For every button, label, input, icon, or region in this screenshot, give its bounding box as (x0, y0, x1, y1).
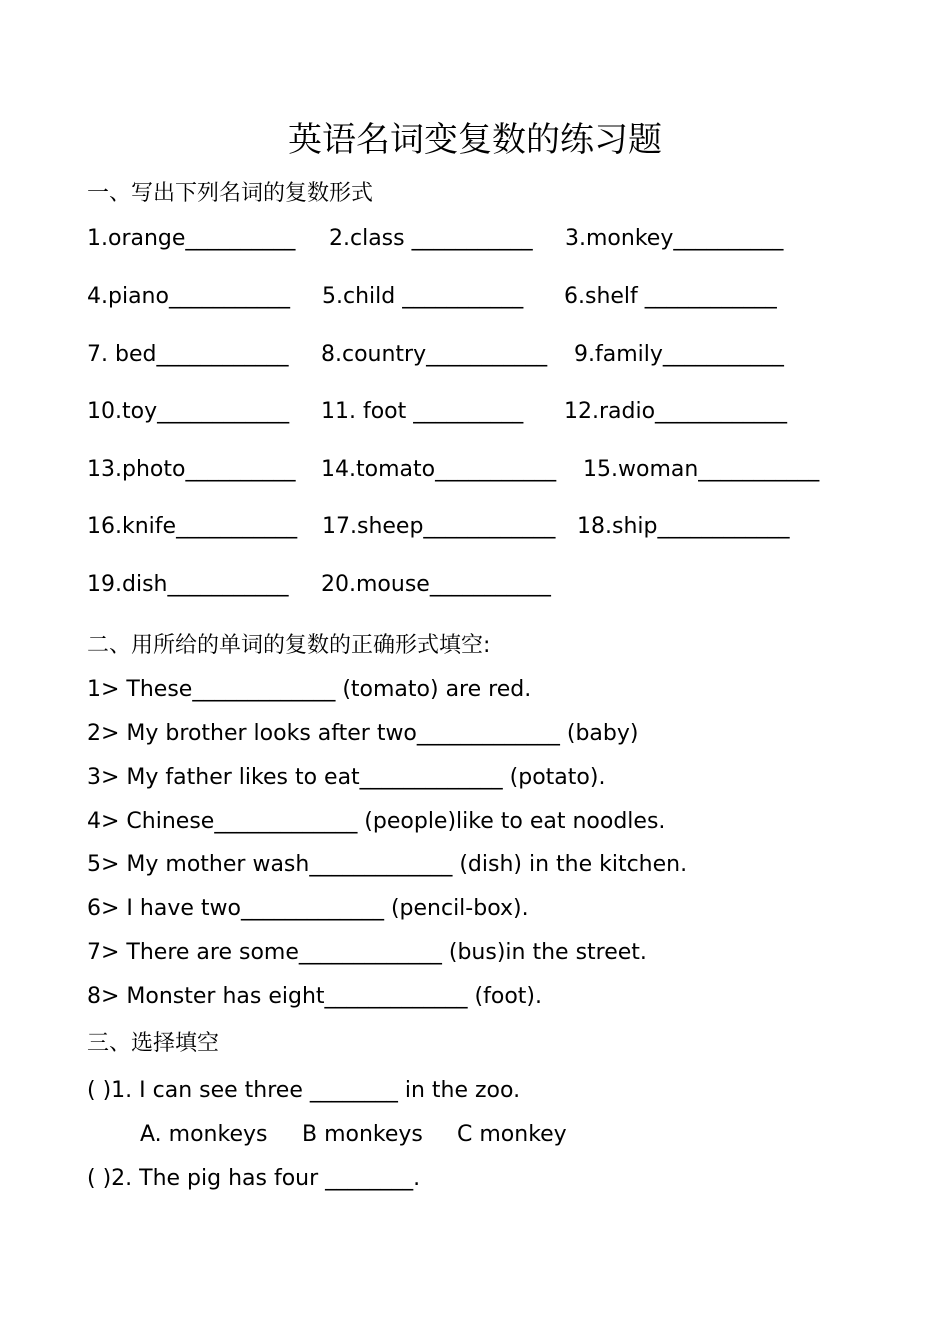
plural-item: 2.class ___________ (329, 226, 533, 251)
fill-sentence-2: 2> My brother looks after two_____________ (baby) (87, 721, 639, 746)
plural-item: 14.tomato___________ (321, 457, 557, 482)
section-3-heading: 三、选择填空 (87, 1031, 220, 1056)
option-c: C monkey (457, 1122, 567, 1147)
plural-item: 11. foot __________ (321, 399, 524, 424)
section-2-heading: 二、用所给的单词的复数的正确形式填空: (87, 633, 491, 658)
plural-item: 3.monkey__________ (565, 226, 784, 251)
plural-item: 18.ship____________ (577, 514, 790, 539)
plural-item: 20.mouse___________ (321, 572, 551, 597)
plural-item: 4.piano___________ (87, 284, 290, 309)
plural-item: 1.orange__________ (87, 226, 296, 251)
fill-sentence-4: 4> Chinese_____________ (people)like to eat noodles. (87, 809, 666, 834)
fill-sentence-8: 8> Monster has eight_____________ (foot). (87, 984, 542, 1009)
plural-item: 8.country___________ (321, 342, 548, 367)
plural-item: 16.knife___________ (87, 514, 298, 539)
option-a: A. monkeys (140, 1122, 268, 1147)
plural-item: 5.child ___________ (322, 284, 524, 309)
fill-sentence-5: 5> My mother wash_____________ (dish) in the kitchen. (87, 852, 688, 877)
plural-item: 9.family___________ (574, 342, 784, 367)
fill-sentence-7: 7> There are some_____________ (bus)in the street. (87, 940, 647, 965)
plural-item: 6.shelf ____________ (564, 284, 777, 309)
plural-item: 15.woman___________ (583, 457, 820, 482)
page-title: 英语名词变复数的练习题 (288, 120, 662, 160)
plural-item: 13.photo__________ (87, 457, 296, 482)
fill-sentence-3: 3> My father likes to eat_____________ (potato). (87, 765, 606, 790)
choice-question-2: ( )2. The pig has four ________. (87, 1166, 421, 1191)
plural-item: 17.sheep____________ (322, 514, 556, 539)
plural-item: 7. bed____________ (87, 342, 289, 367)
choice-question-1: ( )1. I can see three ________ in the zoo. (87, 1078, 521, 1103)
fill-sentence-1: 1> These_____________ (tomato) are red. (87, 677, 532, 702)
section-1-heading: 一、写出下列名词的复数形式 (87, 181, 374, 206)
option-b: B monkeys (302, 1122, 423, 1147)
plural-item: 12.radio____________ (564, 399, 788, 424)
fill-sentence-6: 6> I have two_____________ (pencil-box). (87, 896, 529, 921)
plural-item: 10.toy____________ (87, 399, 290, 424)
plural-item: 19.dish___________ (87, 572, 289, 597)
